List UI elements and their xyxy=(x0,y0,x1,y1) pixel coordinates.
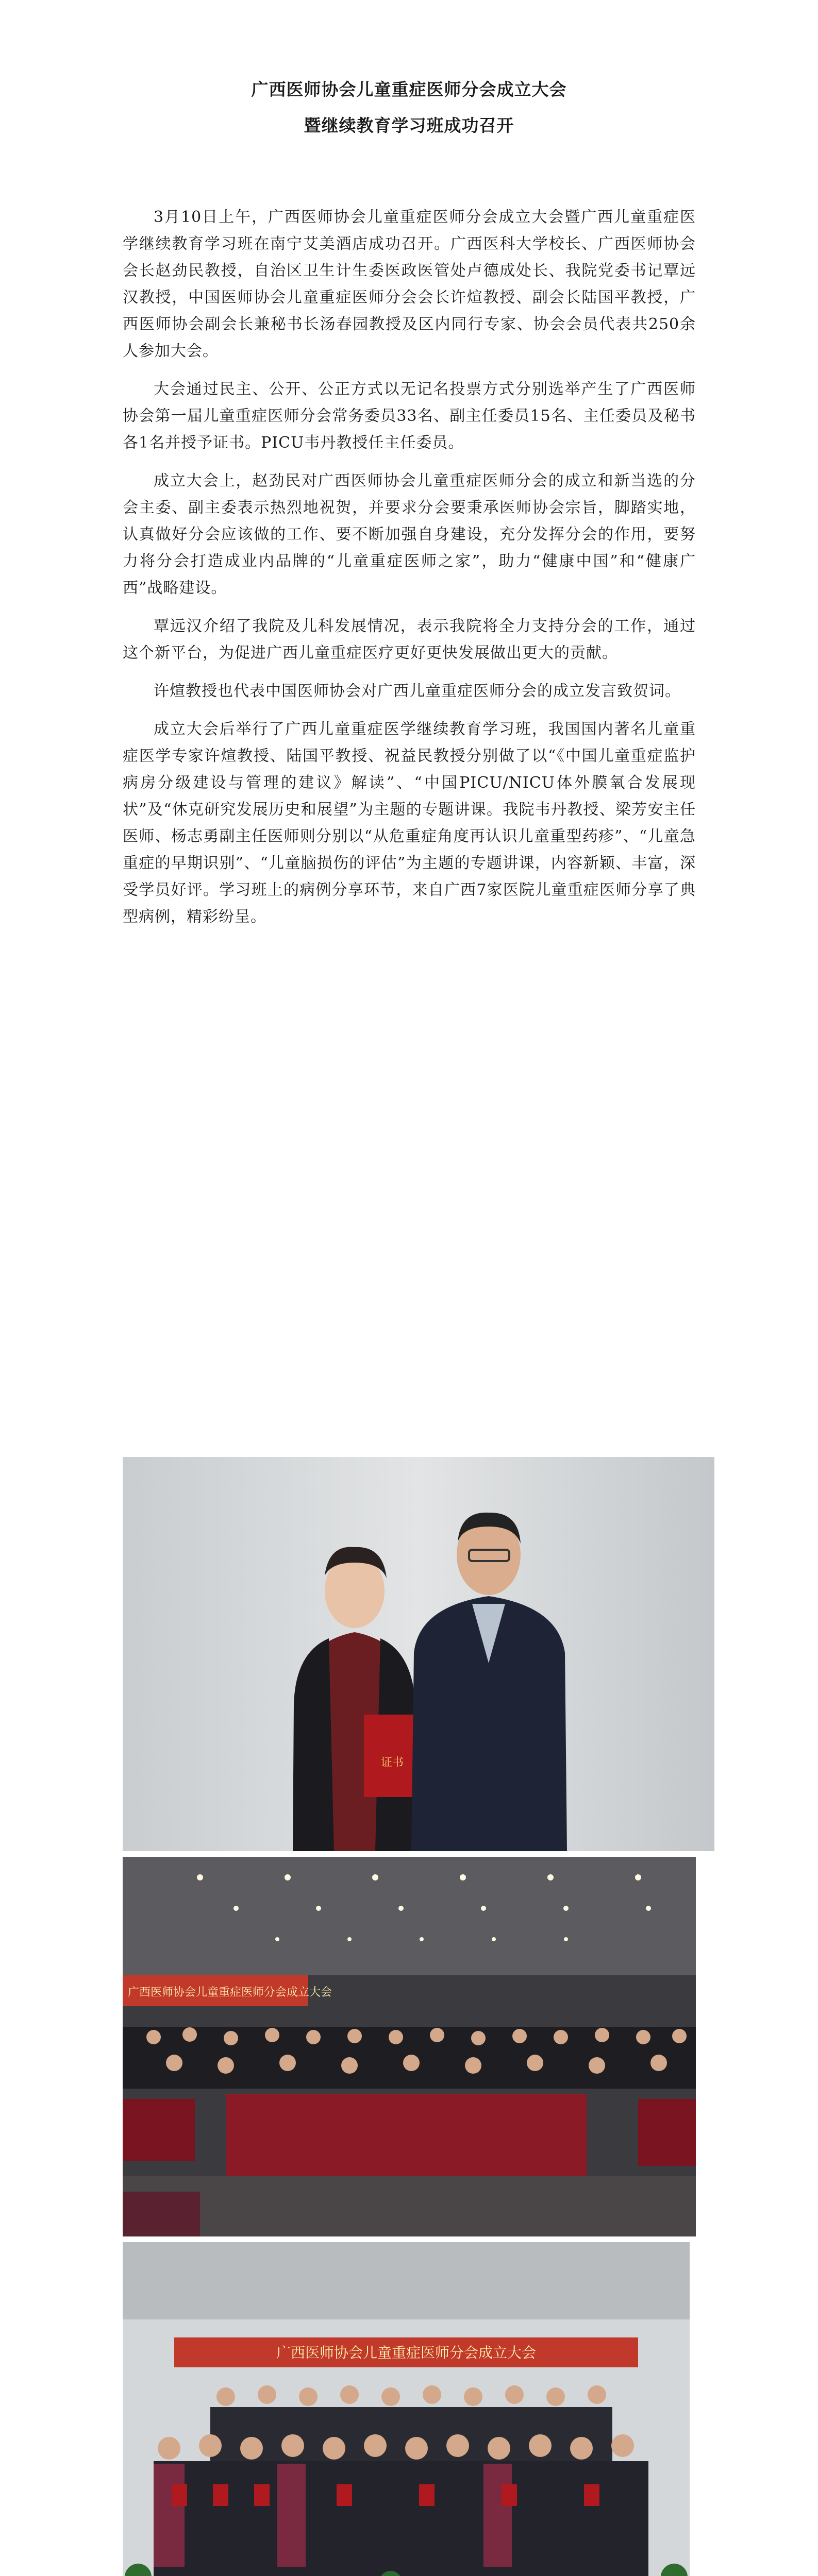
paragraph-speech-xu: 许煊教授也代表中国医师协会对广西儿童重症医师分会的成立发言致贺词。 xyxy=(154,682,681,700)
paragraph-election: 大会通过民主、公开、公正方式以无记名投票方式分别选举产生了广西医师协会第一届儿童重症医师分会常务委员33名、副主任委员15名、主任委员及秘书各1名并授予证书。PICU韦丹教授任主任委员。 xyxy=(123,380,696,452)
group-banner-text: 广西医师协会儿童重症医师分会成立大会 xyxy=(276,2344,537,2361)
certificate-presentation-photo xyxy=(123,1457,714,1851)
article-body xyxy=(123,204,696,942)
conference-hall-audience-photo xyxy=(123,1857,696,2236)
article-title-line-2: 暨继续教育学习班成功召开 xyxy=(304,115,514,135)
hall-banner-text: 广西医师协会儿童重症医师分会成立大会 xyxy=(128,1986,332,1999)
paragraph-speech-zhao: 成立大会上，赵劲民对广西医师协会儿童重症医师分会的成立和新当选的分会主委、副主委表示热烈地祝贺，并要求分会要秉承医师协会宗旨，脚踏实地，认真做好分会应该做的工作、要不断加强自身建设，充分发挥分会的作用，要努力将分会打造成业内品牌的“儿童重症医师之家”，助力“健康中国”和“健康广西”战略建设。 xyxy=(123,472,696,597)
certificate-text: 证书 xyxy=(380,1756,404,1769)
paragraph-opening: 3月10日上午，广西医师协会儿童重症医师分会成立大会暨广西儿童重症医学继续教育学习班在南宁艾美酒店成功召开。广西医科大学校长、广西医师协会会长赵劲民教授，自治区卫生计生委医政医管处卢德成处长、我院党委书记覃远汉教授，中国医师协会儿童重症医师分会会长许煊教授、副会长陆国平教授，广西医师协会副会长兼秘书长汤春园教授及区内同行专家、协会会员代表共250余人参加大会。 xyxy=(123,208,696,360)
paragraph-training-class: 成立大会后举行了广西儿童重症医学继续教育学习班，我国国内著名儿童重症医学专家许煊教授、陆国平教授、祝益民教授分别做了以“《中国儿童重症监护病房分级建设与管理的建议》解读”、“中国PICU/NICU体外膜氧合发展现状”及“休克研究发展历史和展望”为主题的专题讲课。我院韦丹教授、梁芳安主任医师、杨志勇副主任医师则分别以“从危重症角度再认识儿童重型药疹”、“儿童急重症的早期识别”、“儿童脑损伤的评估”为主题的专题讲课，内容新颖、丰富，深受学员好评。学习班上的病例分享环节，来自广西7家医院儿童重症医师分享了典型病例，精彩纷呈。 xyxy=(123,720,696,926)
paragraph-speech-qin: 覃远汉介绍了我院及儿科发展情况，表示我院将全力支持分会的工作，通过这个新平台，为促进广西儿童重症医疗更好更快发展做出更大的贡献。 xyxy=(123,617,696,662)
group-photo-with-certificates xyxy=(123,2242,690,2576)
article-title-line-1: 广西医师协会儿童重症医师分会成立大会 xyxy=(251,79,567,99)
